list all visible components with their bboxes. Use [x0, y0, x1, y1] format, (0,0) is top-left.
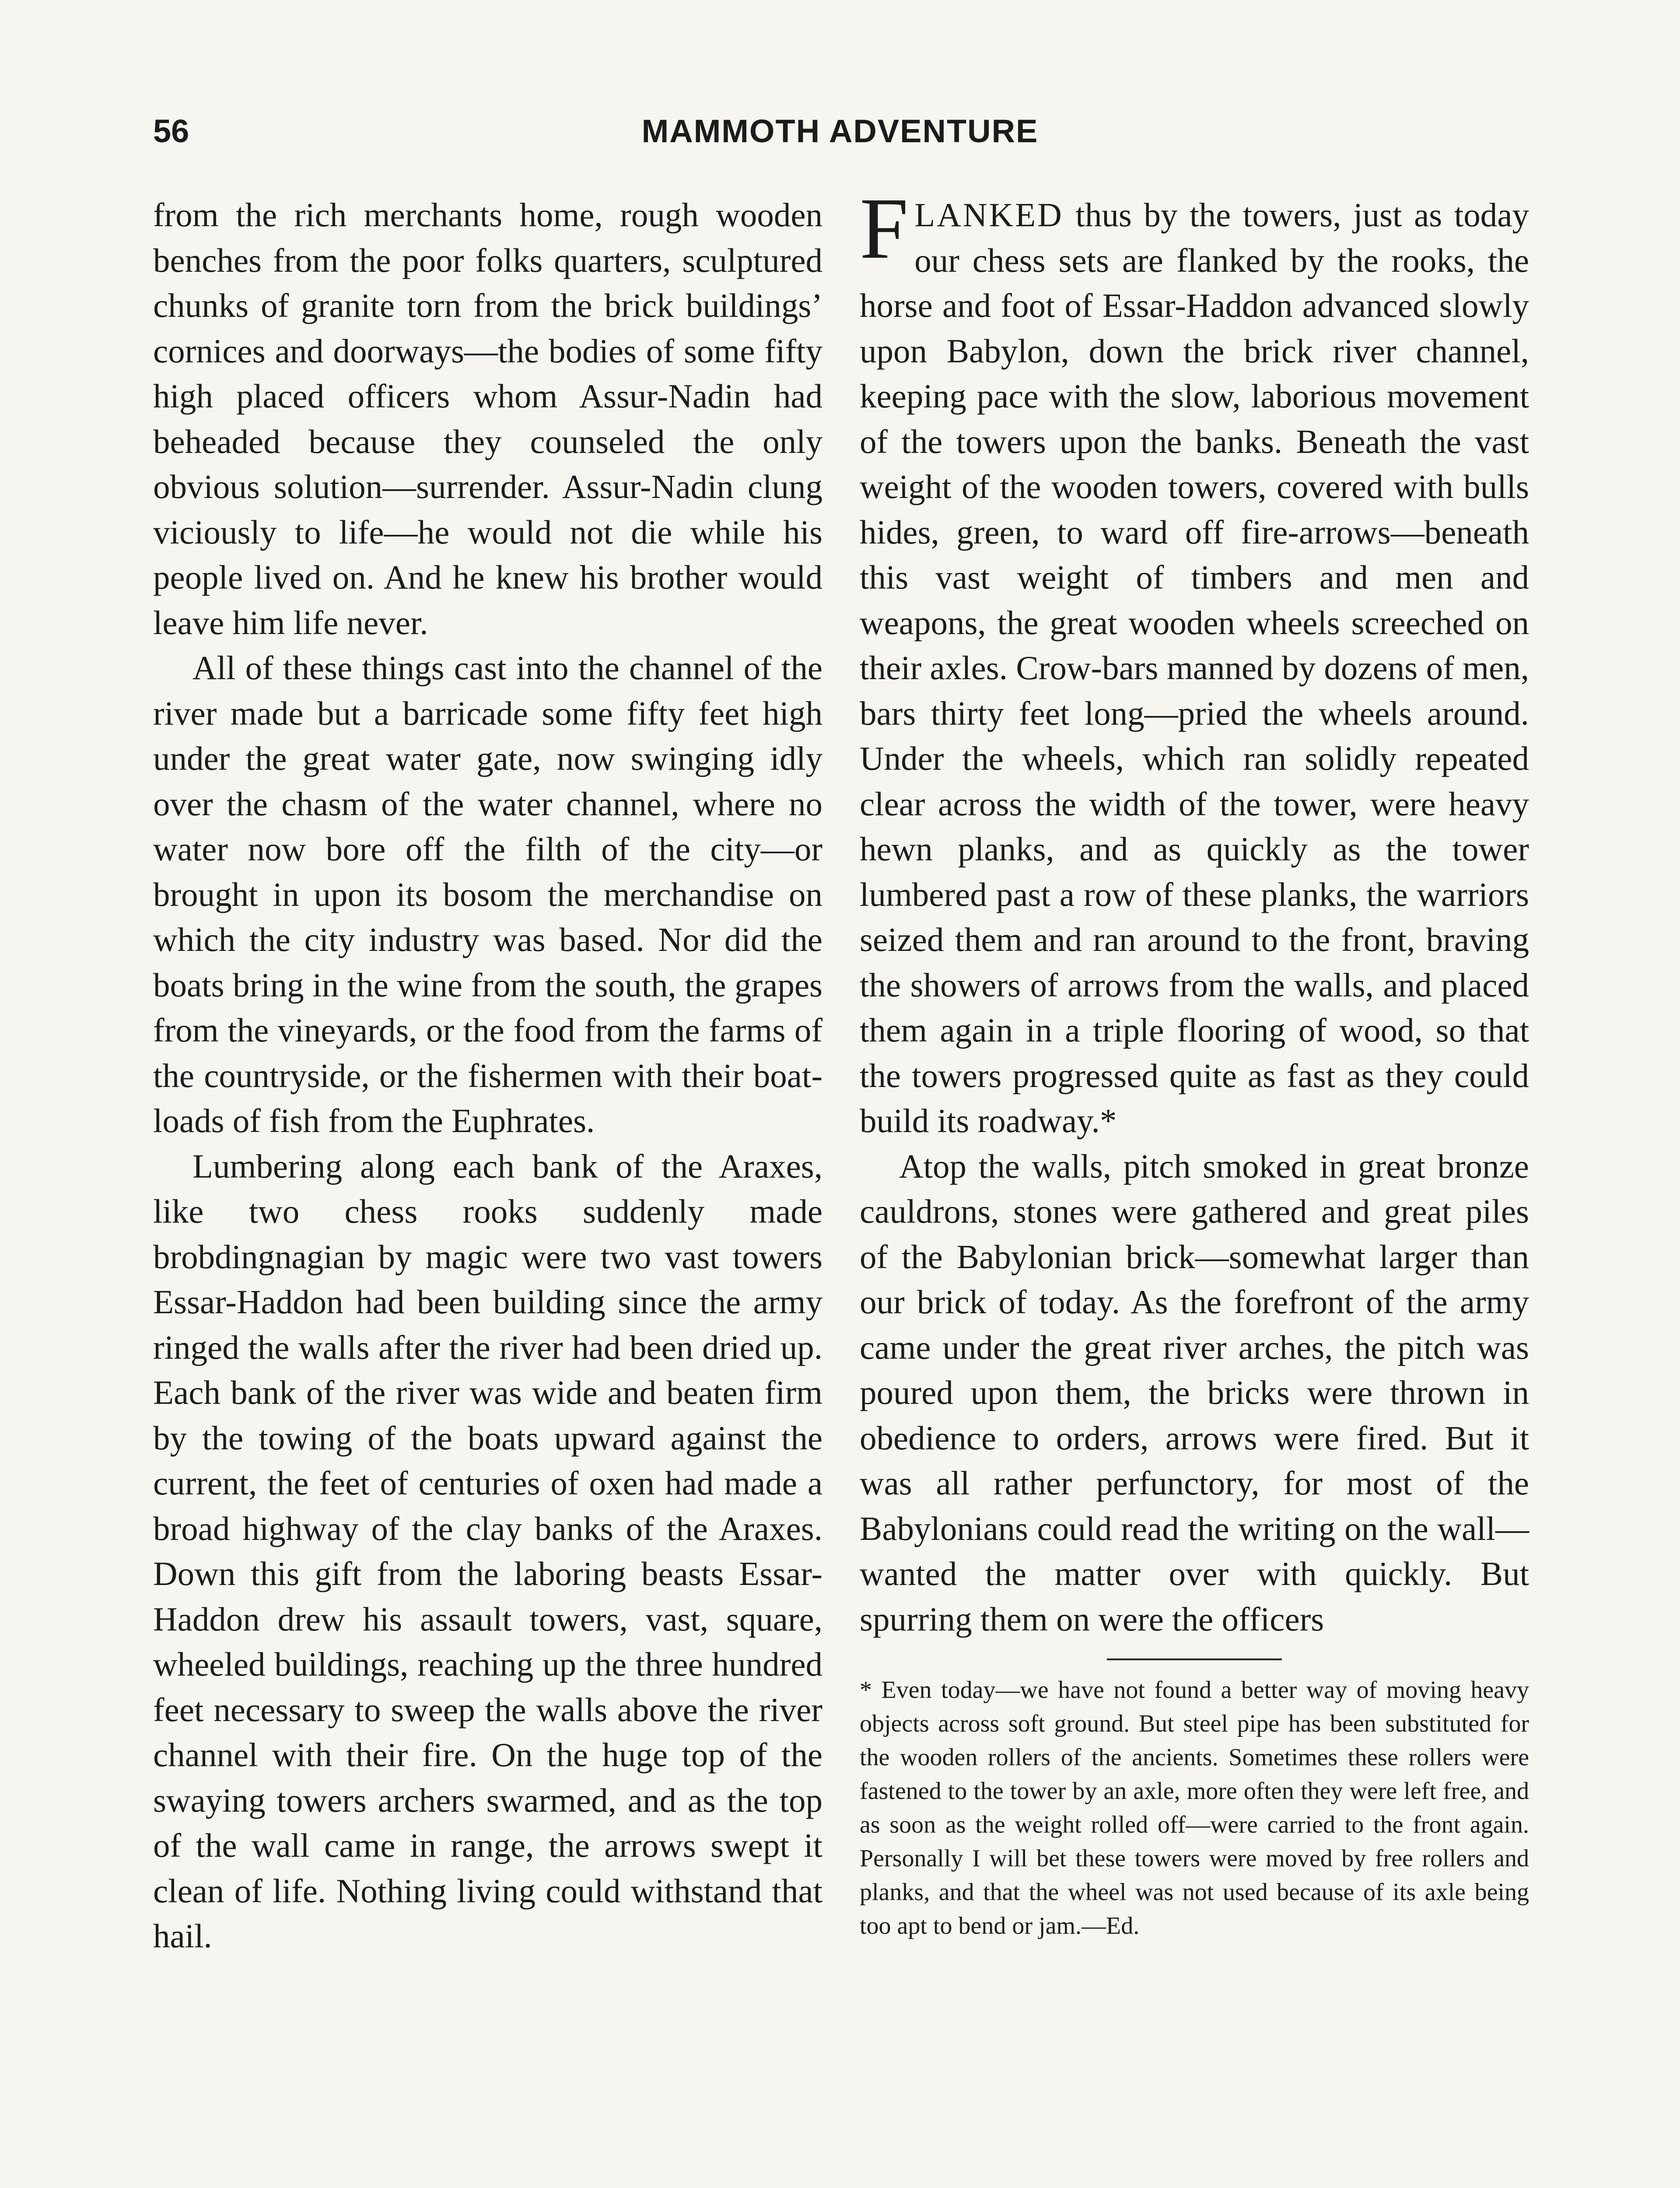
lead-small-caps: LANKED — [914, 196, 1064, 234]
left-column — [153, 193, 822, 1959]
right-paragraph-1-text: thus by the towers, just as today our chess sets are flanked by the rooks, the horse and foot of Essar-Haddon advanced slowly upon Babylon, down the brick river channel, keeping pace with the slow, laborious movement of the towers upon the banks. Beneath the vast weight of the wooden towers, covered with bulls hides, green, to ward off fire-arrows—beneath this vast weight of timbers and men and weapons, the great wooden wheels screeched on their axles. Crow-bars manned by dozens of men, bars thirty feet long—pried the wheels around. Under the wheels, which ran solidly repeated clear across the width of the tower, were heavy hewn planks, and as quickly as the tower lumbered past a row of these planks, the warriors seized them and ran around to the front, braving the showers of arrows from the walls, and placed them again in a triple flooring of wood, so that the towers progressed quite as fast as they could build its roadway.* — [860, 196, 1529, 1140]
left-paragraph-3: Lumbering along each bank of the Araxes, like two chess rooks suddenly made brobdingnagian by magic were two vast towers Essar-Haddon had been building since the army ringed the walls after the river had been dried up. Each bank of the river was wide and beaten firm by the towing of the boats upward against the current, the feet of centuries of oxen had made a broad highway of the clay banks of the Araxes. Down this gift from the laboring beasts Essar-Haddon drew his assault towers, vast, square, wheeled buildings, reaching up the three hundred feet necessary to sweep the walls above the river channel with their fire. On the huge top of the swaying towers archers swarmed, and as the top of the wall came in range, the arrows swept it clean of life. Nothing living could withstand that hail. — [153, 1147, 822, 1955]
right-paragraph-1 — [860, 180, 1529, 1144]
page-number: 56 — [153, 113, 189, 149]
footnote: * Even today—we have not found a better way of moving heavy objects across soft ground. But steel pipe has been substituted for the wooden rollers of the ancients. Sometimes these rollers were fastened to the tower by an axle, more often they were left free, and as soon as the weight rolled off—were carried to the front again. Personally I will bet these towers were moved by free rollers and planks, and that the wheel was not used because of its axle being too apt to bend or jam.—Ed. — [860, 1676, 1529, 1939]
right-column — [860, 180, 1529, 1943]
footnote-divider — [1107, 1659, 1282, 1660]
drop-cap: F — [860, 180, 909, 277]
left-paragraph-2: All of these things cast into the channel of the river made but a barricade some fifty feet high under the great water gate, now swinging idly over the chasm of the water channel, where no water now bore off the filth of the city—or brought in upon its bosom the merchandise on which the city industry was based. Nor did the boats bring in the wine from the south, the grapes from the vineyards, or the food from the farms of the countryside, or the fishermen with their boat-loads of fish from the Euphrates. — [153, 649, 822, 1140]
right-paragraph-2: Atop the walls, pitch smoked in great bronze cauldrons, stones were gathered and great piles of the Babylonian brick—somewhat larger than our brick of today. As the forefront of the army came under the great river arches, the pitch was poured upon them, the bricks were thrown in obedience to orders, arrows were fired. But it was all rather perfunctory, for most of the Babylonians could read the writing on the wall—wanted the matter over with quickly. But spurring them on were the officers — [860, 1147, 1529, 1638]
left-paragraph-1: from the rich merchants home, rough wooden benches from the poor folks quarters, sculptured chunks of granite torn from the brick buildings’ cornices and doorways—the bodies of some fifty high placed officers whom Assur-Nadin had beheaded because they counseled the only obvious solution—surrender. Assur-Nadin clung viciously to life—he would not die while his people lived on. And he knew his brother would leave him life never. — [153, 196, 822, 642]
running-title: MAMMOTH ADVENTURE — [641, 113, 1039, 149]
page-header — [153, 109, 1527, 158]
